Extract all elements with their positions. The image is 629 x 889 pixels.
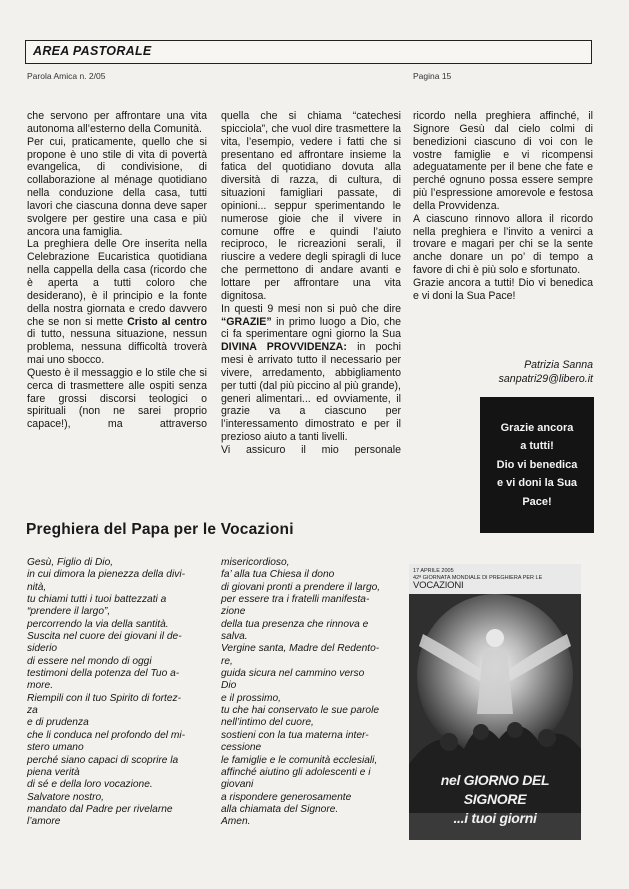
paragraph: In questi 9 mesi non si può che dire “GRAZIE” in primo luogo a Dio, che ci fa sperimentare ogni giorno la Sua DIVINA PROVVIDENZA: in pochi mesi è arrivato tutto il necessario per vivere, arredamento, abbigliamento per tutti (dal più piccino al più grande), generi alimentari... ed ovviamente, il grazie va a ciascuno per l’interessamento dimostrato e per il prezioso aiuto a tanti livelli. (221, 302, 401, 444)
emphasis-text: DIVINA PROVVIDENZA: (221, 341, 347, 354)
poster-header: 17 APRILE 2005 42ª GIORNATA MONDIALE DI PREGHIERA PER LE VOCAZIONI (409, 564, 581, 594)
author-email[interactable]: sanpatri29@libero.it (498, 373, 593, 385)
poster-banner: nel GIORNO DEL SIGNORE ...i tuoi giorni (440, 772, 550, 826)
prayer-title: Preghiera del Papa per le Vocazioni (26, 521, 294, 538)
paragraph: Vi assicuro il mio personale (221, 443, 401, 456)
emphasis-text: Cristo al centro (127, 315, 207, 328)
issue-label: Parola Amica n. 2/05 (27, 71, 106, 81)
paragraph: quella che si chiama “catechesi spicciola”, che vuol dire trasmettere la vita, l’esempio, vedere i fatti che si presentano ed affrontare insieme la fatica del quotidiano dovuta alla diversità di razza, di cultura, di situazioni famigliari passate, di opinioni... seppur sperimentando le numerose gioie che il vivere in comune offre e quindi l’aiuto reciproco, le ricreazioni serali, il riuscire a vedere degli spiragli di luce che permettono di andare avanti e lottare per affrontare una vita dignitosa. (221, 110, 401, 302)
paragraph: A ciascuno rinnovo allora il ricordo nella preghiera e l’invito a venirci a trovare e magari per chi se la sente anche donare un po’ di tempo a favore di chi è più solo e sfortunato. (413, 212, 593, 277)
prayer-column-2: misericordioso, fa’ alla tua Chiesa il dono di giovani pronti a prendere il largo, per essere tra i fratelli manifesta- zione della tua presenza che rinnova e salva. Vergine santa, Madre del Redento- re, guida sicura nel cammino verso Dio e il prossimo, tu che hai conservato le sue parole nell’intimo del cuore, sostieni con la tua materna inter- cessione le famiglie e le comunità ecclesiali, affinché aiutino gli adolescenti e i giovani a rispondere generosamente alla chiamata del Signore. Amen. (221, 557, 381, 828)
paragraph: che servono per affrontare una vita autonoma all’esterno della Comunità. (27, 110, 207, 135)
page-number: Pagina 15 (413, 71, 452, 81)
article-column-3 (413, 110, 593, 303)
paragraph: La preghiera delle Ore inserita nella Celebrazione Eucaristica quotidiana nella cappella della casa (ricordo che è aperta a tutti coloro che desiderano), è il principio e la fonte della nostra giornata e credo davvero che se non si mette Cristo al centro di tutto, nessuna situazione, nessun problema, nessuna difficoltà troverà mai uno sbocco. (27, 238, 207, 367)
emphasis-text: “GRAZIE” (221, 315, 272, 328)
paragraph: Questo è il messaggio e lo stile che si cerca di trasmettere alle ospiti senza fare grossi discorsi teologici o spirituali (non ne sarei proprio capace!), ma attraverso (27, 366, 207, 431)
vocations-poster (409, 564, 581, 840)
prayer-column-1: Gesù, Figlio di Dio, in cui dimora la pienezza della divi- nità, tu chiami tutti i tuoi battezzati a “prendere il largo”, percorrendo la via della santità. Suscita nel cuore dei giovani il de- siderio di essere nel mondo di oggi testimoni della potenza del Tuo a- more. Riempili con il tuo Spirito di fortez- za e di prudenza che li conduca nel profondo del mi- stero umano perché siano capaci di scoprire la piena verità di sé e della loro vocazione. Salvatore nostro, mandato dal Padre per rivelarne l’amore (27, 557, 186, 828)
section-header (25, 40, 592, 64)
section-title: AREA PASTORALE (33, 44, 152, 58)
paragraph: ricordo nella preghiera affinché, il Signore Gesù dal cielo colmi di benedizioni ciascuno di voi con le vostre famiglie e vi ricompensi adeguatamente per il bene che fate e perché ognuno possa essere sempre più l’espressione amorevole e festosa della Provvidenza. (413, 110, 593, 212)
article-column-1 (27, 110, 207, 431)
thanks-box: Grazie ancora a tutti! Dio vi benedica e vi doni la Sua Pace! (480, 397, 594, 533)
author-name: Patrizia Sanna (524, 359, 593, 371)
paragraph: Grazie ancora a tutti! Dio vi benedica e vi doni la Sua Pace! (413, 276, 593, 302)
paragraph: Per cui, praticamente, quello che si propone è uno stile di vita di povertà evangelica, di condivisione, di collaborazione al ménage quotidiano nella conduzione della casa, tutti lavori che ciascuna donna deve saper svolgere per gestire una casa e più ancora una famiglia. (27, 135, 207, 238)
article-column-2 (221, 110, 401, 457)
